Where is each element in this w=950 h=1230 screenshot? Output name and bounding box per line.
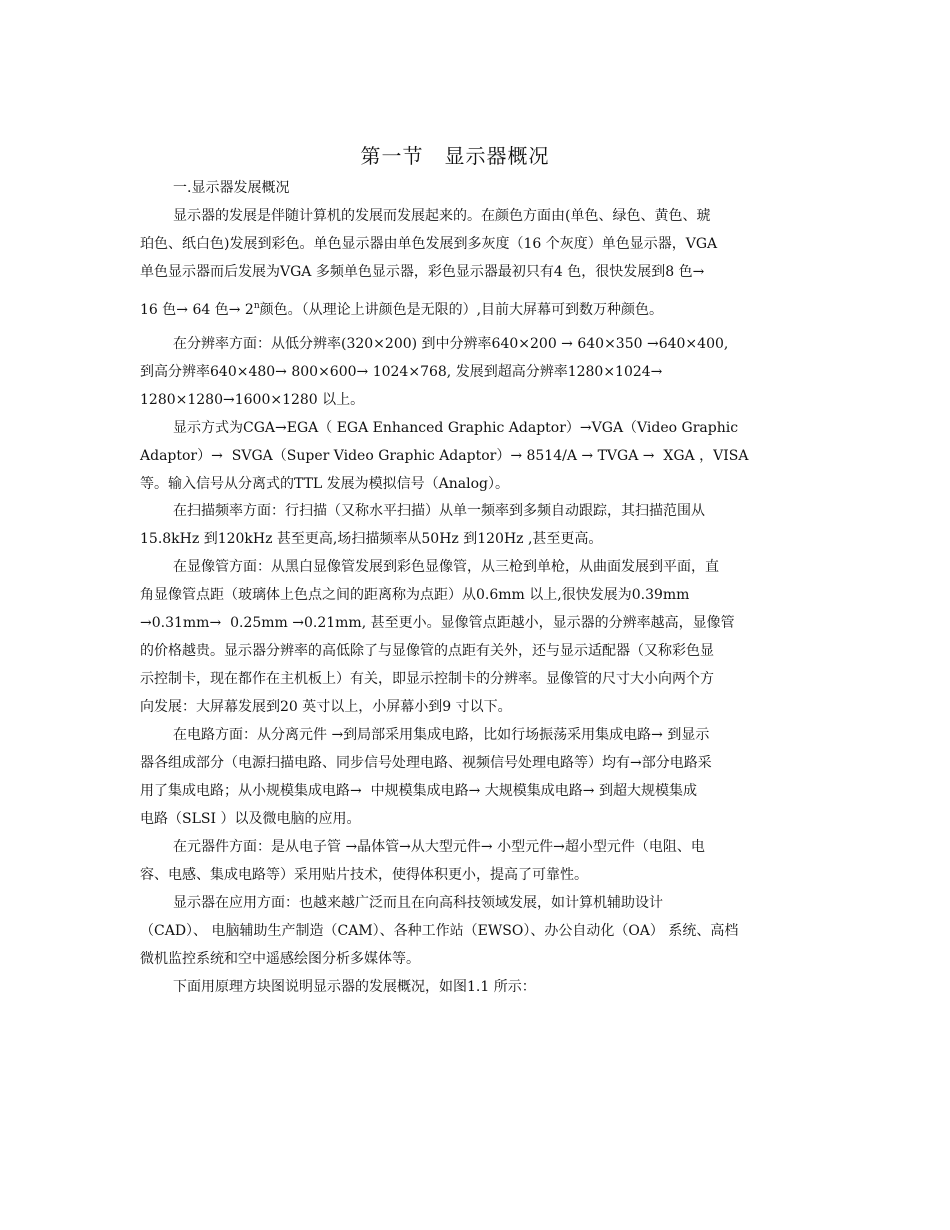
paragraph-line: 在分辨率方面：从低分辨率(320×200) 到中分辨率640×200 → 640×350 →640×400, bbox=[173, 336, 729, 352]
paragraph-line: 1280×1280→1600×1280 以上。 bbox=[140, 392, 365, 408]
paragraph-line: 到高分辨率640×480→ 800×600→ 1024×768, 发展到超高分辨率1280×1024→ bbox=[140, 364, 663, 380]
paragraph-line: 显示方式为CGA→EGA（ EGA Enhanced Graphic Adaptor）→VGA（Video Graphic bbox=[173, 420, 739, 436]
paragraph-line: 微机监控系统和空中遥感绘图分析多媒体等。 bbox=[140, 951, 420, 967]
paragraph-line: 在显像管方面：从黑白显像管发展到彩色显像管，从三枪到单枪，从曲面发展到平面，直 bbox=[173, 559, 719, 575]
paragraph-line: （CAD）、 电脑辅助生产制造（CAM）、各种工作站（EWSO）、办公自动化（OA） 系统、高档 bbox=[140, 923, 739, 939]
superscript-n: n bbox=[253, 301, 260, 311]
subheading: 一.显示器发展概况 bbox=[173, 180, 290, 196]
paragraph-line: →0.31mm→ 0.25mm →0.21mm, 甚至更小。显像管点距越小，显示器的分辨率越高，显像管 bbox=[140, 615, 735, 631]
paragraph-line: 电路（SLSI ）以及微电脑的应用。 bbox=[140, 811, 361, 827]
paragraph-line: 下面用原理方块图说明显示器的发展概况，如图1.1 所示： bbox=[173, 979, 536, 995]
paragraph-line: 显示器的发展是伴随计算机的发展而发展起来的。在颜色方面由(单色、绿色、黄色、琥 bbox=[173, 208, 711, 224]
paragraph-line: 等。输入信号从分离式的TTL 发展为模拟信号（Analog）。 bbox=[140, 476, 510, 492]
paragraph-line: Adaptor）→ SVGA（Super Video Graphic Adaptor）→ 8514/A → TVGA → XGA ，VISA bbox=[140, 448, 749, 464]
paragraph-line: 显示器在应用方面：也越来越广泛而且在向高科技领域发展，如计算机辅助设计 bbox=[173, 895, 663, 911]
paragraph-line: 示控制卡，现在都作在主机板上）有关，即显示控制卡的分辨率。显像管的尺寸大小向两个方 bbox=[140, 671, 714, 687]
paragraph-line: 在电路方面：从分离元件 →到局部采用集成电路，比如行场振荡采用集成电路→ 到显示 bbox=[173, 727, 710, 743]
paragraph-line: 单色显示器而后发展为VGA 多频单色显示器，彩色显示器最初只有4 色，很快发展到8 色→ bbox=[140, 264, 705, 280]
paragraph-line: 在扫描频率方面：行扫描（又称水平扫描）从单一频率到多频自动跟踪，其扫描范围从 bbox=[173, 503, 705, 519]
paragraph-line: 用了集成电路；从小规模集成电路→ 中规模集成电路→ 大规模集成电路→ 到超大规模集成 bbox=[140, 783, 697, 799]
paragraph-line: 容、电感、集成电路等）采用贴片技术，使得体积更小，提高了可靠性。 bbox=[140, 867, 588, 883]
paragraph-line: 角显像管点距（玻璃体上色点之间的距离称为点距）从0.6mm 以上,很快发展为0.39mm bbox=[140, 587, 690, 603]
paragraph-line: 珀色、纸白色)发展到彩色。单色显示器由单色发展到多灰度（16 个灰度）单色显示器，VGA bbox=[140, 236, 718, 252]
paragraph-line: 向发展：大屏幕发展到20 英寸以上，小屏幕小到9 寸以下。 bbox=[140, 699, 512, 715]
paragraph-line: 器各组成部分（电源扫描电路、同步信号处理电路、视频信号处理电路等）均有→部分电路采 bbox=[140, 755, 712, 771]
paragraph-line: 在元器件方面：是从电子管 →晶体管→从大型元件→ 小型元件→超小型元件（电阻、电 bbox=[173, 839, 705, 855]
paragraph-line: 的价格越贵。显示器分辨率的高低除了与显像管的点距有关外，还与显示适配器（又称彩色显 bbox=[140, 643, 714, 659]
paragraph-line: 15.8kHz 到120kHz 甚至更高,场扫描频率从50Hz 到120Hz ,甚至更高。 bbox=[140, 531, 603, 547]
section-title: 第一节 显示器概况 bbox=[360, 144, 550, 168]
paragraph-line: 16 色→ 64 色→ $2^n$颜色。（从理论上讲颜色是无限的）,目前大屏幕可到数万种颜色。 bbox=[140, 301, 664, 318]
